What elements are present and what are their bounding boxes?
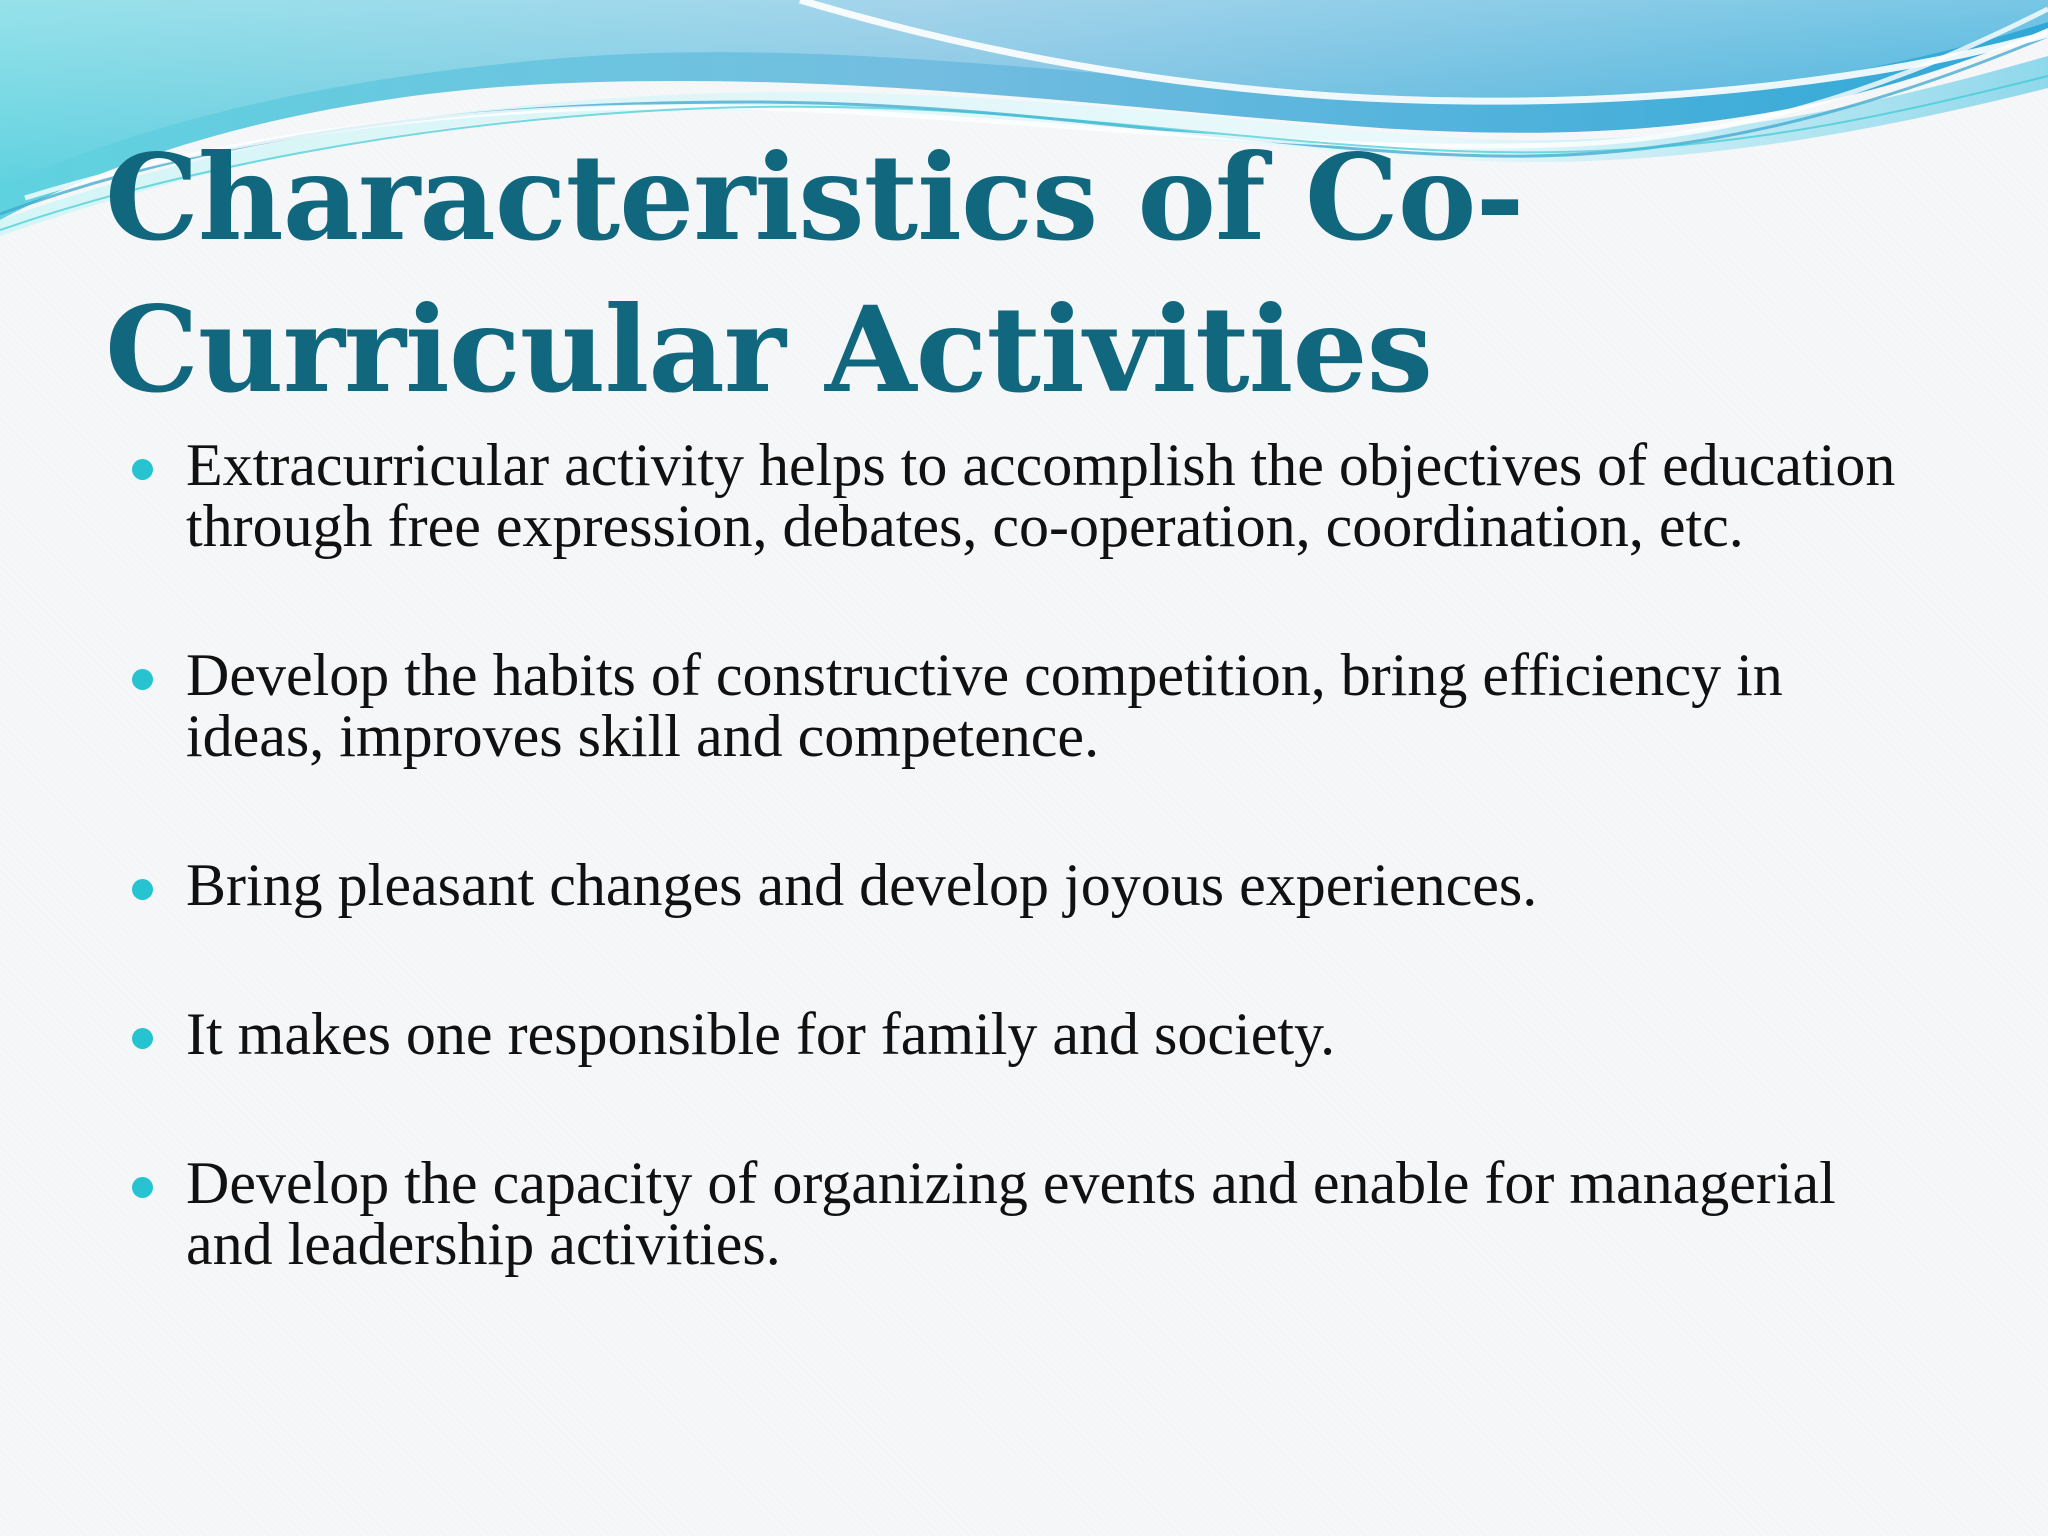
bullet-marker-icon: [132, 459, 153, 480]
bullet-marker-icon: [132, 1028, 153, 1049]
bullet-marker-icon: [132, 1177, 153, 1198]
bullet-text: Develop the capacity of organizing events and enable for managerial and leadership activities.: [186, 1150, 1836, 1277]
bullet-item: [130, 432, 1920, 559]
bullet-item: [130, 1150, 1920, 1277]
bullet-item: [130, 642, 1920, 769]
bullet-marker-icon: [132, 879, 153, 900]
bullet-text: Extracurricular activity helps to accomplish the objectives of education through free expression, debates, co-operation, coordination, etc.: [186, 432, 1896, 559]
bullet-list: [130, 432, 1920, 1277]
bullet-marker-icon: [132, 669, 153, 690]
bullet-item: [130, 852, 1920, 918]
slide-title: Characteristics of Co-Curricular Activities: [105, 128, 1524, 419]
bullet-item: [130, 1001, 1920, 1067]
bullet-text: Develop the habits of constructive competition, bring efficiency in ideas, improves skill and competence.: [186, 642, 1783, 769]
bullet-text: It makes one responsible for family and society.: [186, 1001, 1336, 1067]
bullet-text: Bring pleasant changes and develop joyous experiences.: [186, 852, 1538, 918]
